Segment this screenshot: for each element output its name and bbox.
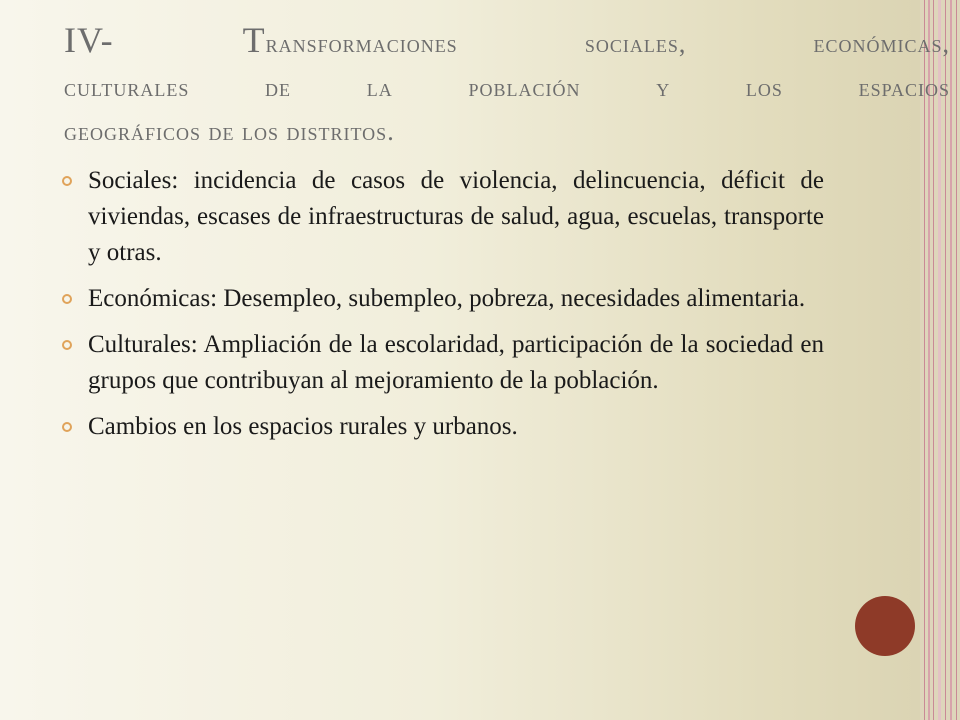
title-numeral: IV- <box>64 20 243 60</box>
bullet-text: Cambios en los espacios rurales y urbanos. <box>88 413 518 440</box>
bullet-text: Culturales: Ampliación de la escolaridad, participación de la sociedad en grupos que contribuyan al mejoramiento de la población. <box>88 331 824 394</box>
title-first-letter: T <box>242 20 266 60</box>
bullet-text: Sociales: incidencia de casos de violencia, delincuencia, déficit de viviendas, escases de infraestructuras de salud, agua, escuelas, transporte y otras. <box>88 167 824 266</box>
bullet-ring-icon <box>62 340 72 350</box>
title-line-1 <box>64 18 950 66</box>
bullet-text: Económicas: Desempleo, subempleo, pobreza, necesidades alimentaria. <box>88 285 806 312</box>
bullet-list <box>62 163 824 455</box>
stripe-line <box>956 0 957 720</box>
bullet-ring-icon <box>62 176 72 186</box>
bullet-item-sociales <box>62 163 824 271</box>
decorative-circle <box>855 596 915 656</box>
slide-title <box>64 18 950 154</box>
title-line-1-text: ransformaciones sociales, económicas, <box>265 29 950 58</box>
title-line-3: geográficos de los distritos. <box>64 117 395 146</box>
bullet-ring-icon <box>62 422 72 432</box>
title-line-2: culturales de la población y los espacios <box>64 73 950 102</box>
bullet-item-culturales <box>62 327 824 399</box>
bullet-item-economicas <box>62 281 824 317</box>
stripe-line <box>950 0 952 720</box>
bullet-item-cambios <box>62 409 824 445</box>
bullet-ring-icon <box>62 294 72 304</box>
